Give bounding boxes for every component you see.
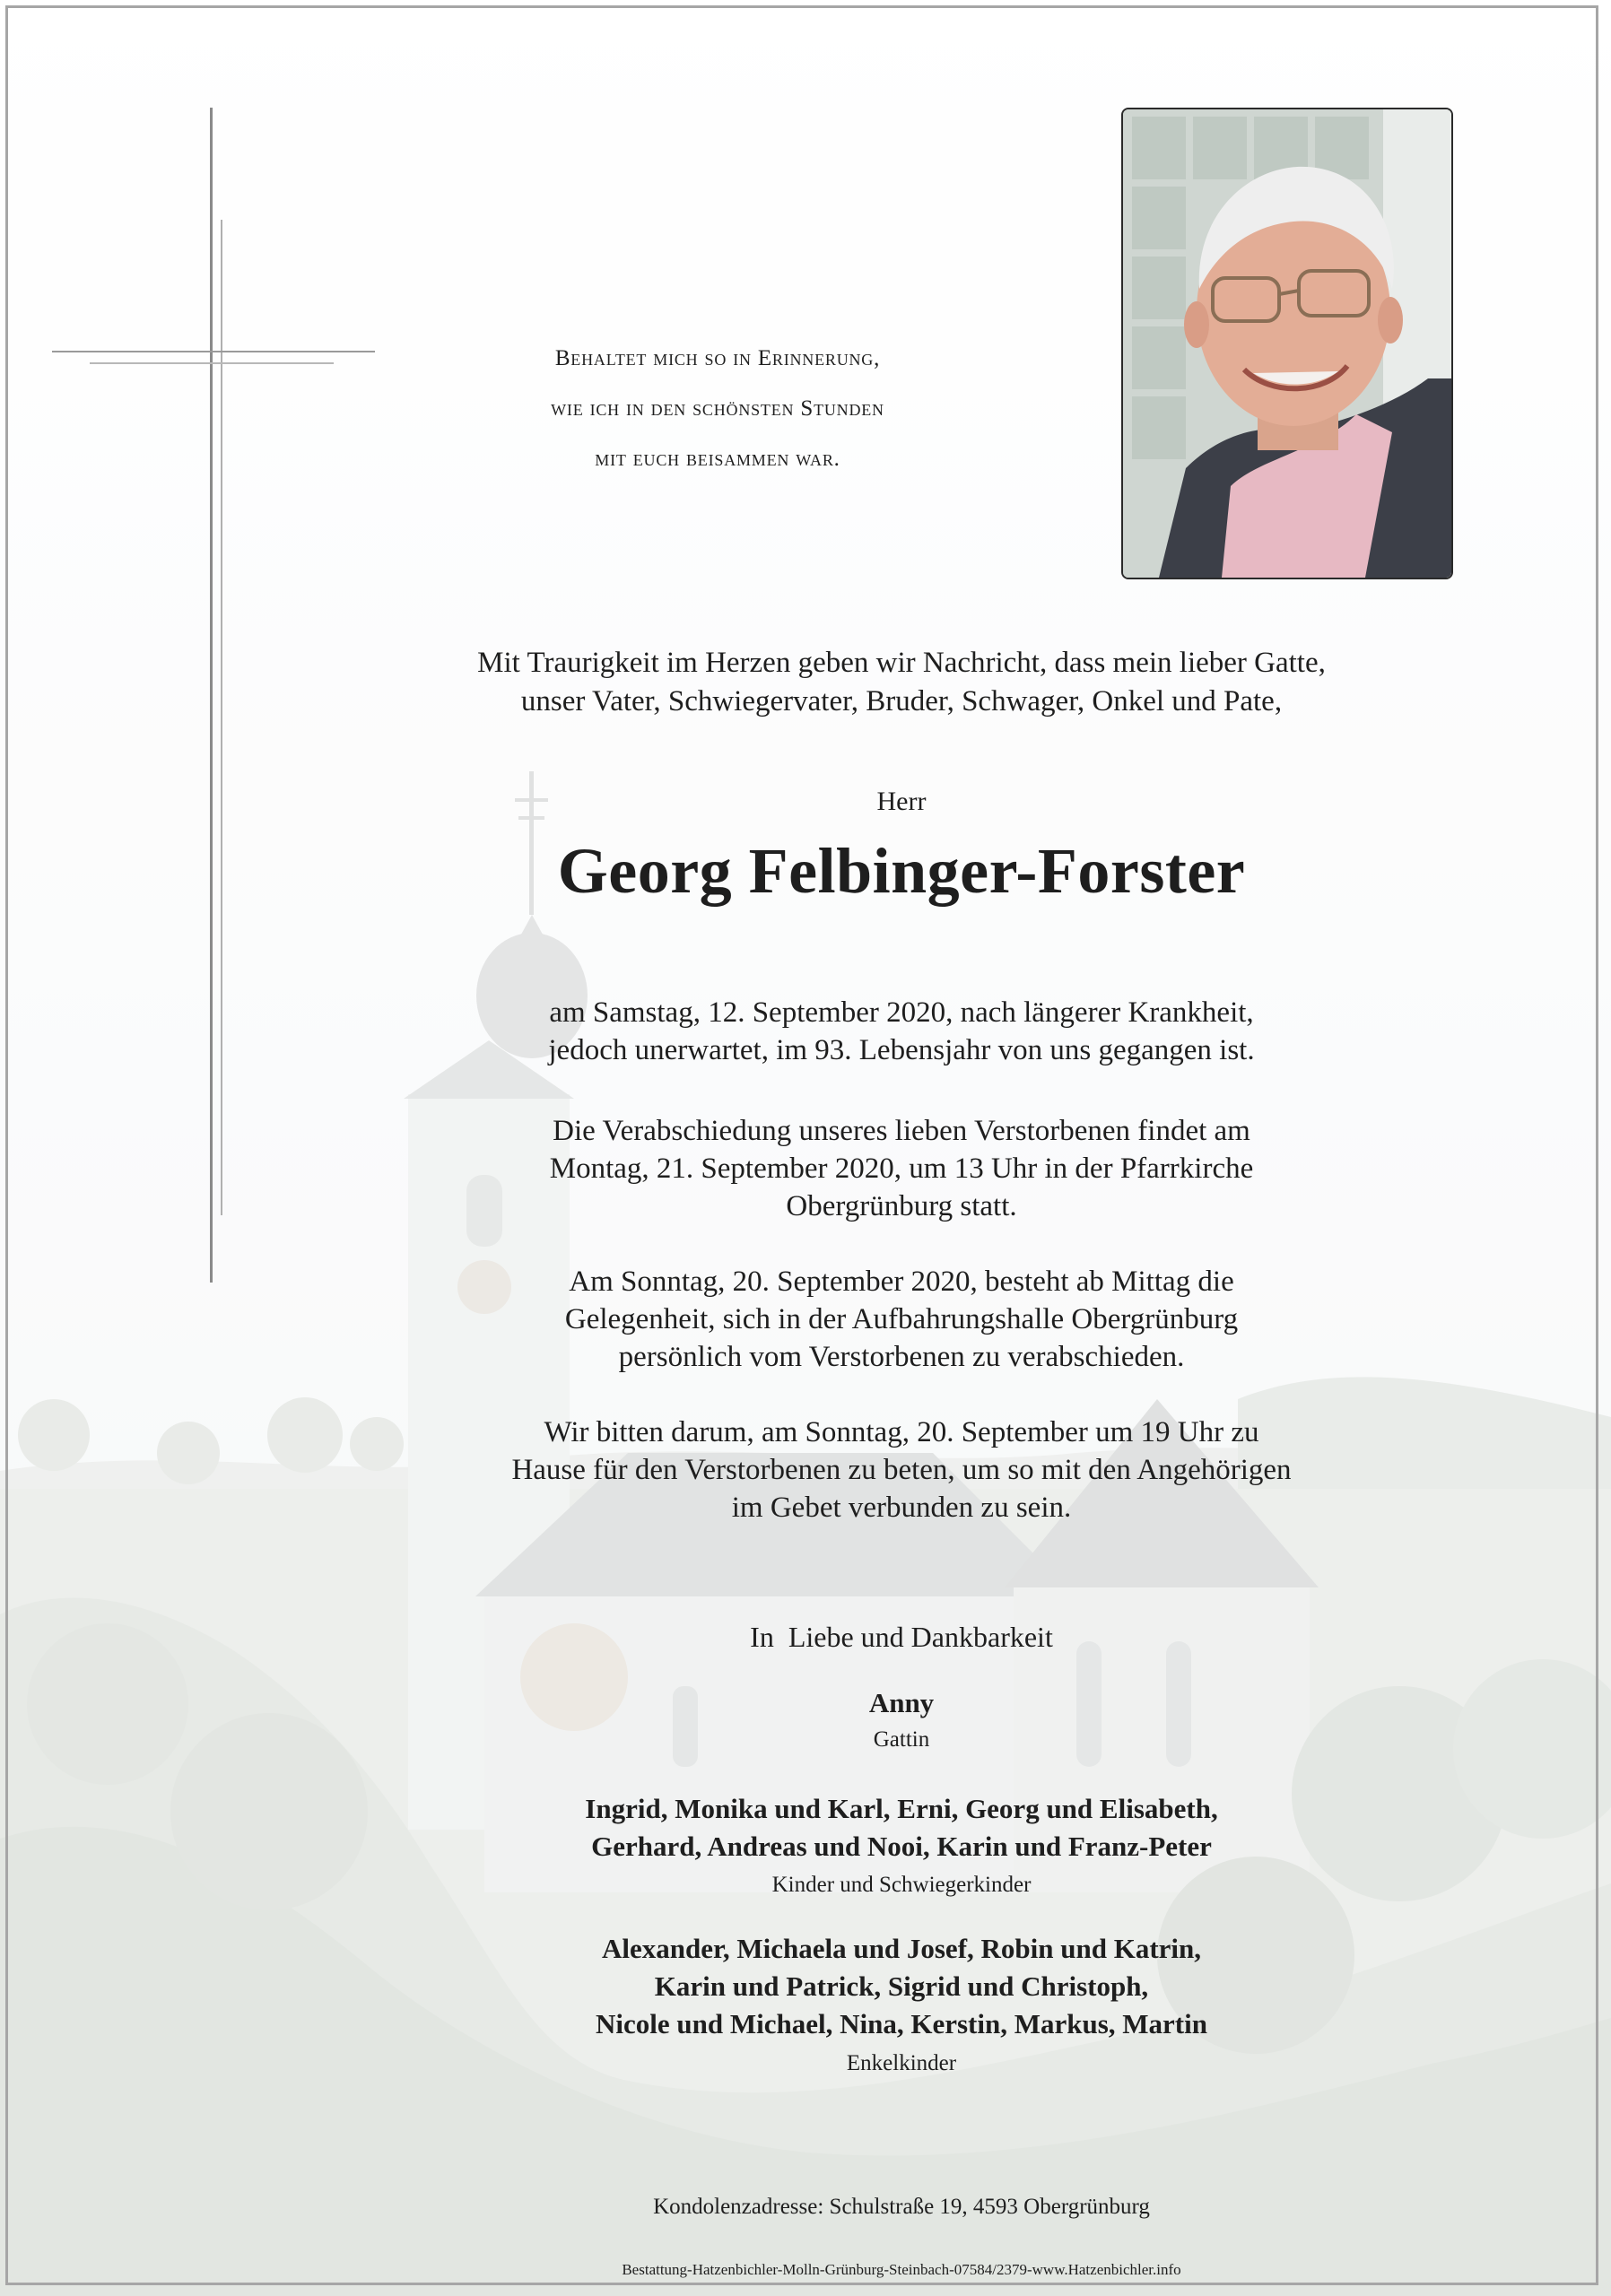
intro-line: unser Vater, Schwiegervater, Bruder, Schwager, Onkel und Pate, <box>520 685 1283 718</box>
motto-line: Behaltet mich so in Erinnerung, <box>554 346 881 370</box>
paragraph-line: Die Verabschiedung unseres lieben Verstorbenen findet am <box>553 1115 1250 1147</box>
children-role: Kinder und Schwiegerkinder <box>771 1873 1032 1897</box>
spouse-role: Gattin <box>873 1727 930 1752</box>
spouse-name: Anny <box>868 1687 935 1718</box>
children-names <box>359 1790 1444 1866</box>
portrait-photo <box>1121 108 1453 579</box>
viewing-paragraph <box>359 1263 1444 1376</box>
cross-horizontal-line <box>52 351 375 352</box>
children-line: Gerhard, Andreas und Nooi, Karin und Franz-Peter <box>591 1831 1212 1862</box>
condolence-address: Kondolenzadresse: Schulstraße 19, 4593 Obergrünburg <box>653 2195 1150 2219</box>
cross-vertical-line <box>210 108 213 1283</box>
paragraph-line: Wir bitten darum, am Sonntag, 20. September um 19 Uhr zu <box>544 1416 1259 1448</box>
grandchildren-role: Enkelkinder <box>846 2051 957 2075</box>
grandchildren-line: Karin und Patrick, Sigrid und Christoph, <box>654 1970 1149 2002</box>
paragraph-line: Gelegenheit, sich in der Aufbahrungshalle Obergrünburg <box>564 1303 1239 1335</box>
paragraph-line: im Gebet verbunden zu sein. <box>731 1492 1072 1524</box>
funeral-home-footer: Bestattung-Hatzenbichler-Molln-Grünburg-Steinbach-07584/2379-www.Hatzenbichler.info <box>622 2261 1181 2278</box>
deceased-name: Georg Felbinger-Forster <box>557 835 1246 907</box>
paragraph-line: Am Sonntag, 20. September 2020, besteht ab Mittag die <box>569 1265 1234 1298</box>
death-notice-paragraph <box>359 994 1444 1069</box>
closing-phrase: In Liebe und Dankbarkeit <box>750 1621 1053 1653</box>
paragraph-line: persönlich vom Verstorbenen zu verabschieden. <box>618 1341 1185 1373</box>
prayer-paragraph <box>359 1413 1444 1526</box>
grandchildren-names <box>359 1930 1444 2043</box>
cross-horizontal-line-inner <box>90 362 334 364</box>
salutation: Herr <box>876 787 927 816</box>
paragraph-line: jedoch unerwartet, im 93. Lebensjahr von uns gegangen ist. <box>548 1034 1255 1066</box>
cross-vertical-line-inner <box>221 220 222 1215</box>
intro-line: Mit Traurigkeit im Herzen geben wir Nachricht, dass mein lieber Gatte, <box>477 647 1326 679</box>
paragraph-line: Hause für den Verstorbenen zu beten, um so mit den Angehörigen <box>511 1454 1292 1486</box>
motto-line: wie ich in den schönsten Stunden <box>551 396 884 421</box>
memorial-motto <box>431 334 1005 484</box>
announcement-intro <box>359 644 1444 721</box>
children-line: Ingrid, Monika und Karl, Erni, Georg und Elisabeth, <box>585 1793 1218 1824</box>
paragraph-line: Obergrünburg statt. <box>786 1190 1017 1222</box>
paragraph-line: Montag, 21. September 2020, um 13 Uhr in der Pfarrkirche <box>549 1152 1254 1185</box>
grandchildren-line: Alexander, Michaela und Josef, Robin und Katrin, <box>601 1933 1202 1964</box>
farewell-ceremony-paragraph <box>359 1112 1444 1225</box>
grandchildren-line: Nicole und Michael, Nina, Kerstin, Markus, Martin <box>596 2008 1207 2039</box>
paragraph-line: am Samstag, 12. September 2020, nach längerer Krankheit, <box>549 996 1254 1029</box>
motto-line: mit euch beisammen war. <box>595 447 840 471</box>
